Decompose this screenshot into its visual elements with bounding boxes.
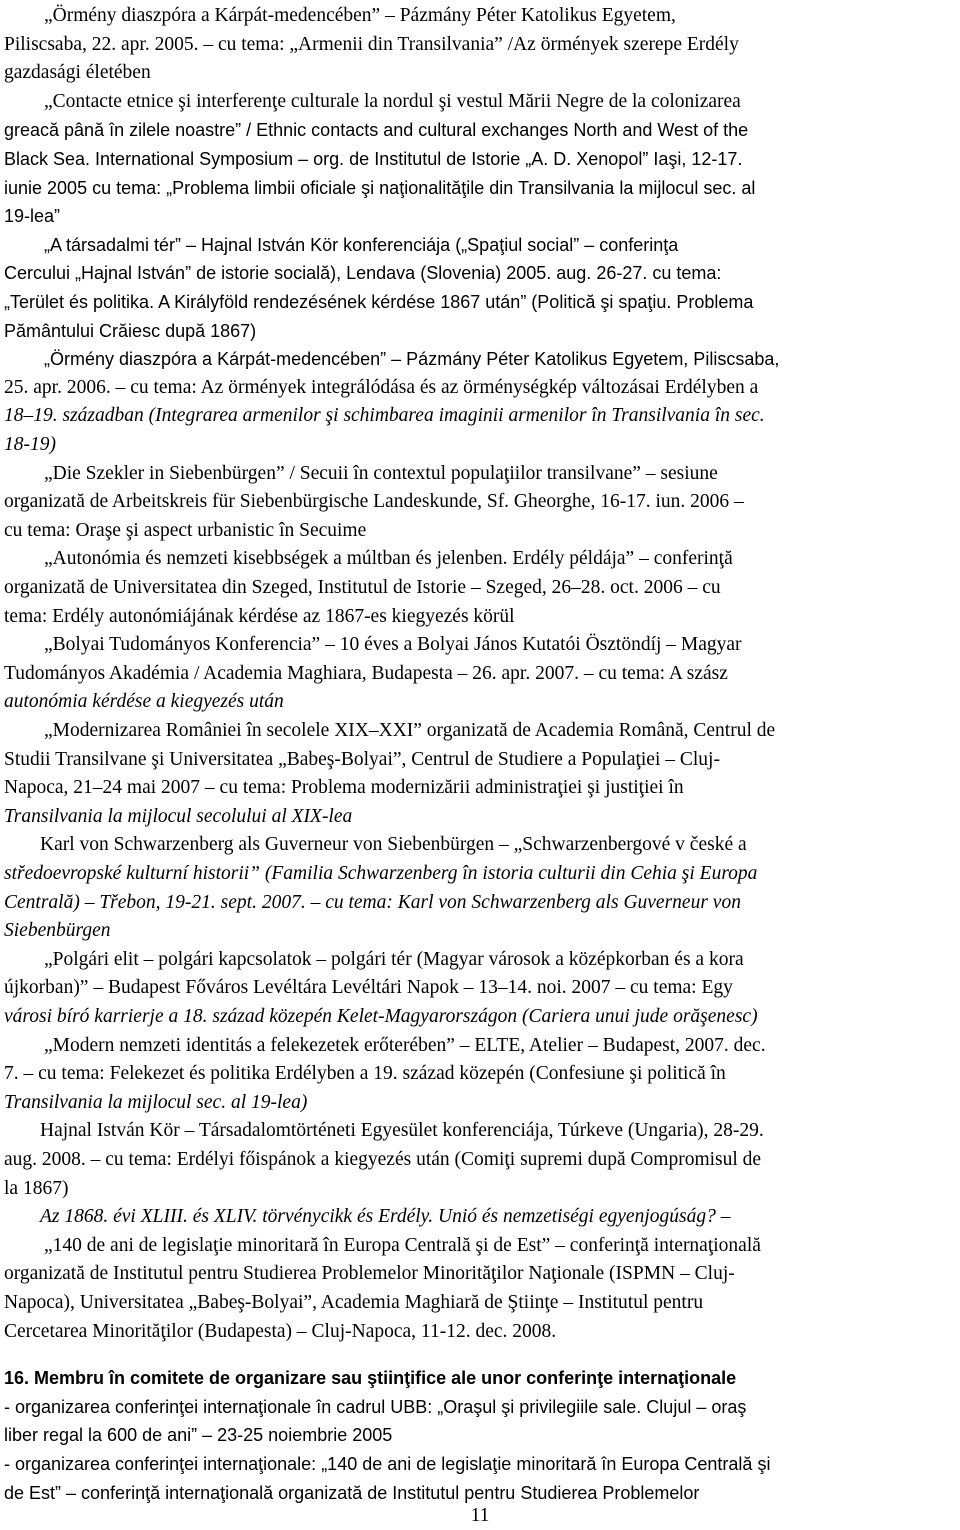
text-line: Transilvania la mijlocul sec. al 19-lea) — [4, 1091, 308, 1113]
text-line: Siebenbürgen — [4, 920, 111, 942]
text-line: Pământului Crăiesc după 1867) — [4, 320, 257, 341]
text-line: la 1867) — [4, 1177, 69, 1199]
text-line: tema: Erdély autonómiájának kérdése az 1867-es kiegyezés körül — [4, 605, 515, 627]
text-line: organizată de Arbeitskreis für Siebenbürgische Landeskunde, Sf. Gheorghe, 16-17. iun. 2006 – — [4, 491, 744, 513]
text-line: „Modern nemzeti identitás a felekezetek erőterében” – ELTE, Atelier – Budapest, 2007. dec. — [44, 1034, 766, 1056]
text-line: 16. Membru în comitete de organizare sau ştiinţifice ale unor conferinţe internaţionale — [4, 1368, 737, 1389]
text-line: Tudományos Akadémia / Academia Maghiara, Budapesta – 26. apr. 2007. – cu tema: A szász — [4, 662, 728, 684]
text-line: „140 de ani de legislaţie minoritară în Europa Centrală şi de Est” – conferinţă internaţională — [44, 1234, 761, 1256]
text-line: Hajnal István Kör – Társadalomtörténeti Egyesület konferenciája, Túrkeve (Ungaria), 28-29. — [40, 1120, 764, 1142]
text-line: 19-lea” — [4, 206, 61, 227]
text-line: 7. – cu tema: Felekezet és politika Erdélyben a 19. század közepén (Confesiune şi politică în — [4, 1063, 726, 1085]
text-line: organizată de Universitatea din Szeged, Institutul de Istorie – Szeged, 26–28. oct. 2006 – cu — [4, 577, 721, 598]
text-line: Centrală) – Třebon, 19-21. sept. 2007. – cu tema: Karl von Schwarzenberg als Guverneur von — [4, 891, 741, 913]
text-line: újkorban)” – Budapest Főváros Levéltára Levéltári Napok – 13–14. noi. 2007 – cu tema: Egy — [4, 977, 733, 999]
text-line: „Bolyai Tudományos Konferencia” – 10 éves a Bolyai János Kutatói Ösztöndíj – Magyar — [44, 634, 742, 656]
text-line: „Terület és politika. A Királyföld rendezésének kérdése 1867 után” (Politică şi spaţiu. Problema — [4, 292, 754, 312]
text-line: Piliscsaba, 22. apr. 2005. – cu tema: „Armenii din Transilvania” /Az örmények szerepe Erdély — [4, 33, 739, 55]
text-line: 18-19) — [4, 434, 56, 455]
text-line: greacă până în zilele noastre” / Ethnic contacts and cultural exchanges North and West of the — [4, 120, 749, 141]
text-line: aug. 2008. – cu tema: Erdélyi főispánok a kiegyezés után (Comiţi supremi după Compromisul de — [4, 1149, 762, 1170]
text-line: Az 1868. évi XLIII. és XLIV. törvénycikk és Erdély. Unió és nemzetiségi egyenjogúság? – — [40, 1206, 731, 1228]
text-line: „Autonómia és nemzeti kisebbségek a múltban és jelenben. Erdély példája” – conferinţă — [44, 548, 733, 570]
text-line: Cercetarea Minorităţilor (Budapesta) – Cluj-Napoca, 11-12. dec. 2008. — [4, 1320, 557, 1342]
page-number: 11 — [470, 1505, 490, 1526]
text-line: „Die Szekler in Siebenbürgen” / Secuii în contextul populaţiilor transilvane” – sesiune — [44, 462, 718, 484]
text-line: Karl von Schwarzenberg als Guverneur von Siebenbürgen – „Schwarzenbergové v české a — [40, 834, 747, 856]
text-line: Studii Transilvane şi Universitatea „Babeş-Bolyai”, Centrul de Studiere a Populaţiei – Cluj- — [4, 748, 720, 770]
text-line: „A társadalmi tér” – Hajnal István Kör konferenciája („Spaţiul social” – conferinţa — [44, 234, 679, 255]
text-line: Cercului „Hajnal István” de istorie socială), Lendava (Slovenia) 2005. aug. 26-27. cu tema: — [4, 263, 722, 284]
text-line: organizată de Institutul pentru Studierea Problemelor Minorităţilor Naţionale (ISPMN – Cluj- — [4, 1263, 735, 1285]
text-line: Napoca), Universitatea „Babeş-Bolyai”, Academia Maghiară de Ştiinţe – Institutul pentru — [4, 1292, 704, 1313]
text-line: Napoca, 21–24 mai 2007 – cu tema: Problema modernizării administraţiei şi justiţiei în — [4, 777, 684, 799]
text-line: - organizarea conferinţei internaţionale: „140 de ani de legislaţie minoritară în Europa Centrală şi — [4, 1454, 771, 1474]
text-line: városi bíró karrierje a 18. század közepén Kelet-Magyarországon (Cariera unui jude orăşenesc) — [4, 1006, 758, 1027]
text-line: - organizarea conferinţei internaţionale în cadrul UBB: „Oraşul şi privilegiile sale. Clujul – oraş — [4, 1396, 747, 1417]
text-line: liber regal la 600 de ani” – 23-25 noiembrie 2005 — [4, 1425, 393, 1446]
text-line: „Örmény diaszpóra a Kárpát-medencében” – Pázmány Péter Katolikus Egyetem, Piliscsaba, — [44, 349, 780, 370]
text-line: gazdasági életében — [4, 62, 151, 84]
text-line: Transilvania la mijlocul secolului al XIX-lea — [4, 805, 353, 827]
text-line: „Modernizarea României în secolele XIX–XXI” organizată de Academia Română, Centrul de — [44, 720, 776, 741]
text-line: středoevropské kulturní historii” (Familia Schwarzenberg în istoria culturii din Cehia şi Europa — [4, 863, 758, 884]
text-line: „Contacte etnice şi interferenţe culturale la nordul şi vestul Mării Negre de la colonizarea — [44, 90, 741, 112]
text-line: „Örmény diaszpóra a Kárpát-medencében” – Pázmány Péter Katolikus Egyetem, — [44, 5, 676, 26]
text-line: de Est” – conferinţă internaţională organizată de Institutul pentru Studierea Problemelor — [4, 1482, 700, 1503]
text-line: „Polgári elit – polgári kapcsolatok – polgári tér (Magyar városok a középkorban és a kora — [44, 948, 744, 970]
text-line: 18–19. században (Integrarea armenilor şi schimbarea imaginii armenilor în Transilvania în sec. — [4, 405, 765, 427]
text-line: cu tema: Oraşe şi aspect urbanistic în Secuime — [4, 519, 367, 541]
text-line: iunie 2005 cu tema: „Problema limbii oficiale şi naţionalităţile din Transilvania la mijlocul sec. al — [4, 177, 756, 198]
text-line: autonómia kérdése a kiegyezés után — [4, 691, 284, 713]
text-line: Black Sea. International Symposium – org. de Institutul de Istorie „A. D. Xenopol” Iaşi, 12-17. — [4, 149, 743, 169]
text-line: 25. apr. 2006. – cu tema: Az örmények integrálódása és az örménységkép változásai Erdélyben a — [4, 376, 759, 398]
